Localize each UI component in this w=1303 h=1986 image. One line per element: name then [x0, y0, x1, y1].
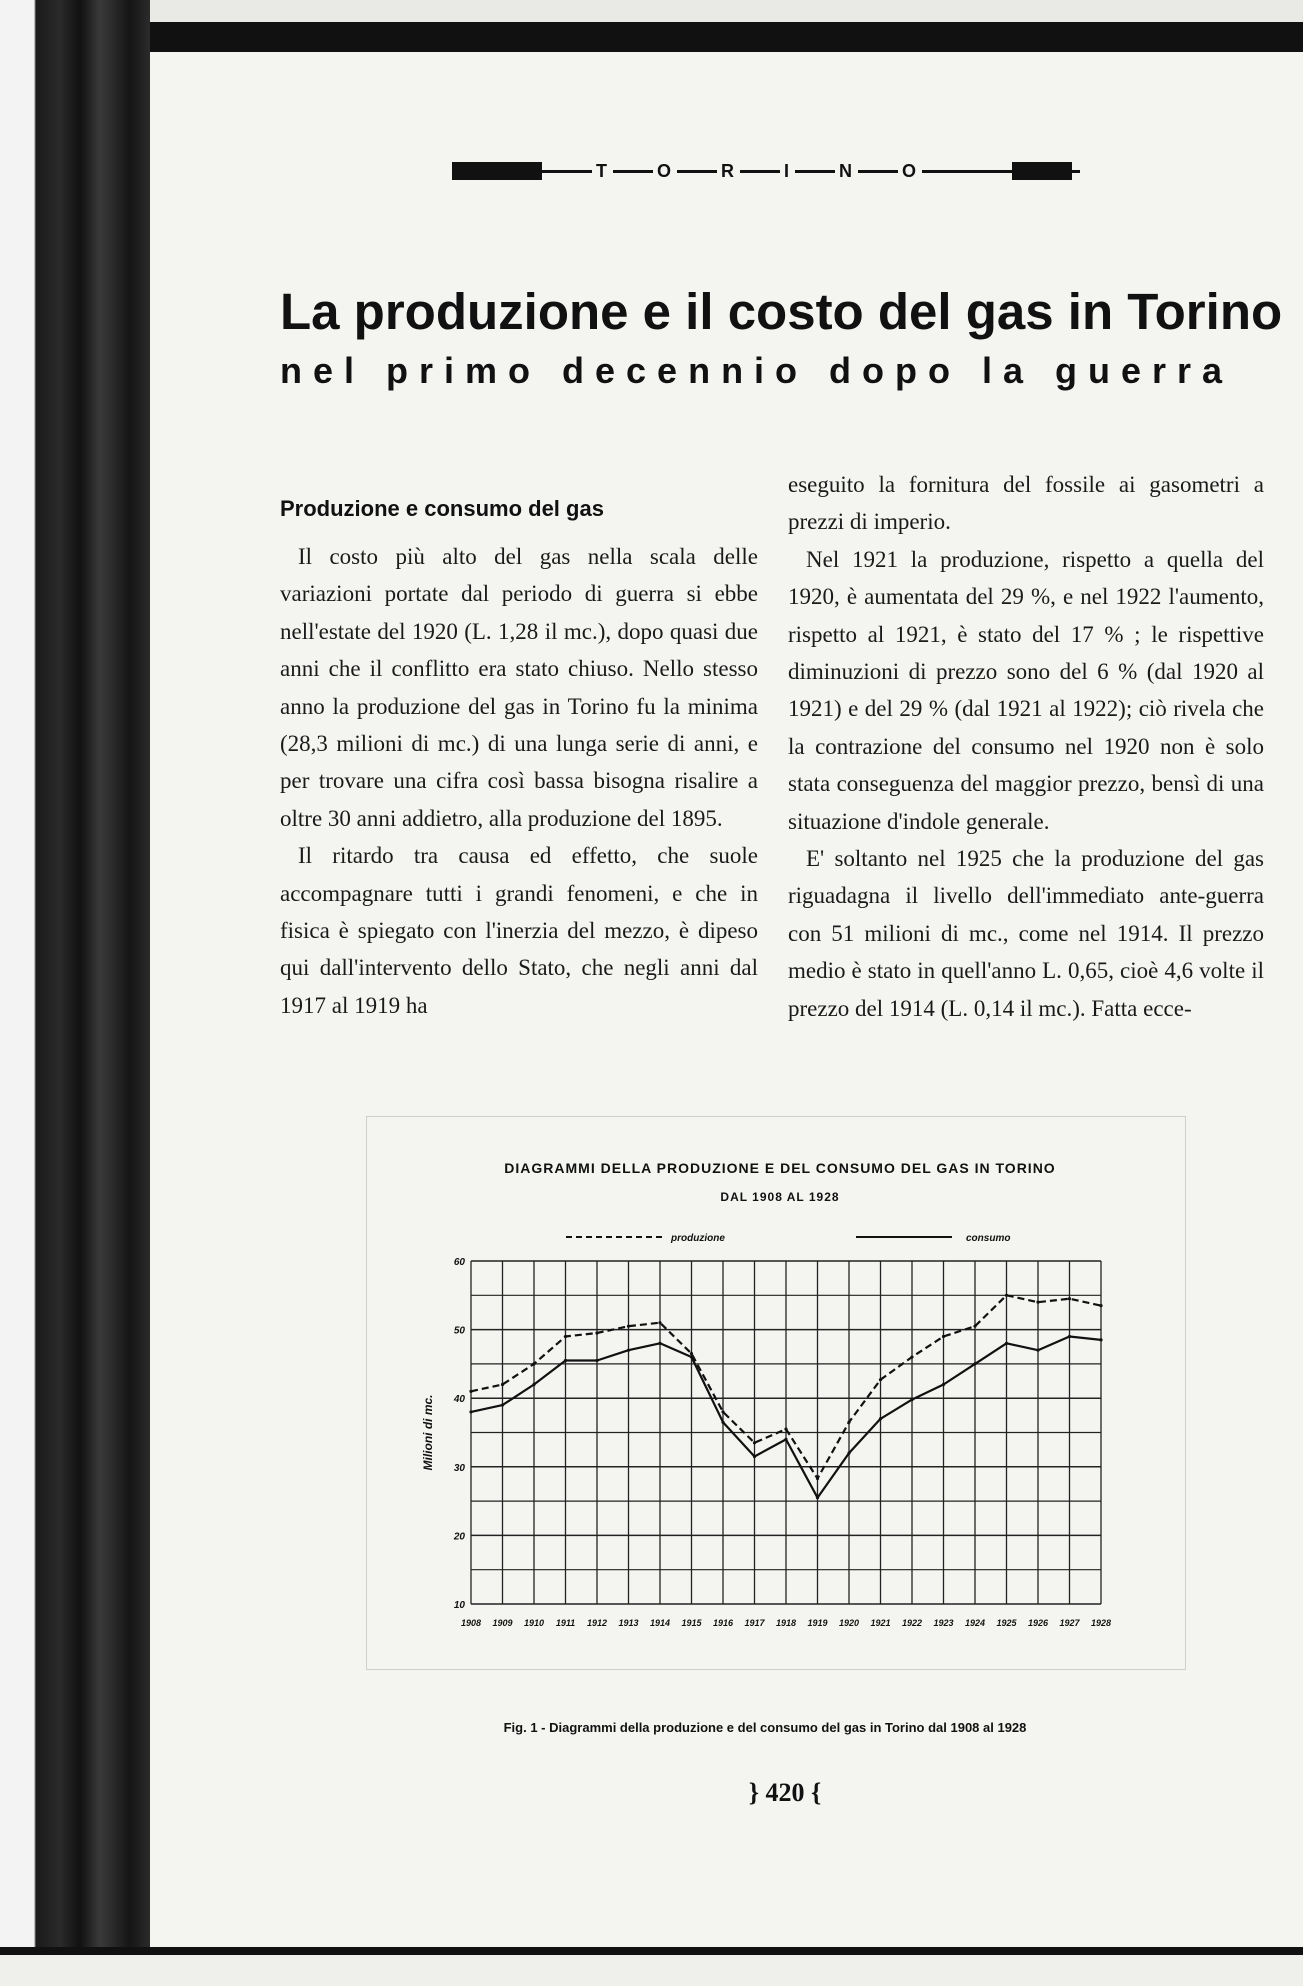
scan-left-edge: [0, 0, 150, 1986]
data-point-produzione: [595, 1331, 598, 1334]
data-point-produzione: [658, 1321, 661, 1324]
paragraph: Il costo più alto del gas nella scala delle variazioni portate dal periodo di guerra si ebbe nell'estate del 1920 (L. 1,28 il mc.), dopo quasi due anni che il conflitto era stato chiuso. Nello stesso anno la produzione del gas in Torino fu la minima (28,3 milioni di mc.) di una lunga serie di anni, e per trovare una cifra così bassa bisogna risalire a oltre 30 anni addietro, alla produzione del 1895.: [280, 544, 758, 831]
y-tick-label: 60: [453, 1257, 465, 1268]
scan-top-edge: [0, 0, 1303, 52]
x-tick-label: 1921: [870, 1618, 891, 1628]
text-column-left: [280, 538, 758, 1024]
paragraph: Il ritardo tra causa ed effetto, che suole accompagnare tutti i grandi fenomeni, e che in fisica è spiegato con l'inerzia del mezzo, è dipeso qui dall'intervento dello Stato, che negli anni dal 1917 al 1919 ha: [280, 843, 758, 1018]
masthead-letter: T: [592, 160, 613, 182]
data-point-produzione: [532, 1362, 535, 1365]
data-point-consumo: [564, 1359, 567, 1362]
data-point-produzione: [1099, 1304, 1102, 1307]
figure-caption: Fig. 1 - Diagrammi della produzione e del consumo del gas in Torino dal 1908 al 1928: [503, 1720, 1027, 1735]
x-tick-label: 1926: [1027, 1618, 1049, 1628]
x-tick-label: 1924: [964, 1618, 986, 1628]
data-point-produzione: [816, 1477, 819, 1480]
x-tick-label: 1922: [901, 1618, 923, 1628]
masthead-letters: [592, 160, 922, 182]
data-point-consumo: [532, 1383, 535, 1386]
data-point-consumo: [816, 1496, 819, 1499]
data-point-produzione: [753, 1441, 756, 1444]
data-point-produzione: [564, 1335, 567, 1338]
data-point-consumo: [658, 1342, 661, 1345]
ornament-right-icon: {: [804, 1778, 822, 1807]
x-tick-label: 1928: [1090, 1618, 1112, 1628]
chart-title: DIAGRAMMI DELLA PRODUZIONE E DEL CONSUMO DEL GAS IN TORINO: [504, 1160, 1056, 1176]
x-tick-label: 1920: [838, 1618, 860, 1628]
data-point-produzione: [721, 1410, 724, 1413]
text-column-right: [788, 466, 1264, 1027]
data-point-consumo: [973, 1362, 976, 1365]
x-tick-label: 1925: [996, 1618, 1017, 1628]
x-tick-label: 1909: [492, 1618, 513, 1628]
data-point-produzione: [1068, 1297, 1071, 1300]
paragraph: eseguito la fornitura del fossile ai gasometri a prezzi di imperio.: [788, 472, 1264, 535]
page-number: [700, 1778, 870, 1808]
x-tick-label: 1912: [586, 1618, 608, 1628]
scan-bottom-edge: [0, 1947, 1303, 1986]
data-point-consumo: [690, 1355, 693, 1358]
data-point-produzione: [690, 1352, 693, 1355]
data-point-consumo: [784, 1438, 787, 1441]
y-axis-label: Milioni di mc.: [421, 1394, 435, 1471]
article-title: La produzione e il costo del gas in Torino: [280, 283, 1283, 340]
data-point-produzione: [784, 1427, 787, 1430]
x-tick-label: 1927: [1059, 1618, 1080, 1628]
masthead-ornament-right: [1012, 162, 1072, 180]
data-point-consumo: [942, 1383, 945, 1386]
x-tick-label: 1914: [649, 1618, 671, 1628]
data-point-produzione: [501, 1383, 504, 1386]
data-point-consumo: [1099, 1338, 1102, 1341]
legend-label-produzione: produzione: [671, 1233, 725, 1244]
data-point-consumo: [501, 1403, 504, 1406]
data-point-consumo: [910, 1398, 913, 1401]
masthead-ornament-left: [452, 162, 542, 180]
masthead-letter: R: [717, 160, 740, 182]
x-tick-label: 1918: [775, 1618, 797, 1628]
gas-production-chart: [366, 1116, 1184, 1668]
page-number-value: 420: [765, 1778, 805, 1807]
article-subtitle: nel primo decennio dopo la guerra: [280, 350, 1234, 391]
data-point-produzione: [847, 1421, 850, 1424]
x-tick-label: 1911: [555, 1618, 576, 1628]
data-point-consumo: [595, 1359, 598, 1362]
x-tick-label: 1908: [460, 1618, 482, 1628]
paragraph: Nel 1921 la produzione, rispetto a quella del 1920, è aumentata del 29 %, e nel 1922 l'aumento, rispetto al 1921, è stato del 17 % ; le rispettive diminuzioni di prezzo sono del 6 % (dal 1920 al 1921) e del 29 % (dal 1921 al 1922); ciò rivela che la contrazione del consumo nel 1920 non è solo stata conseguenza del maggior prezzo, bensì di una situazione d'indole generale.: [788, 546, 1264, 834]
data-point-consumo: [721, 1421, 724, 1424]
x-tick-label: 1919: [807, 1618, 828, 1628]
ornament-left-icon: }: [748, 1778, 766, 1807]
x-tick-label: 1915: [681, 1618, 702, 1628]
data-point-consumo: [469, 1410, 472, 1413]
data-point-consumo: [627, 1349, 630, 1352]
data-point-produzione: [879, 1378, 882, 1381]
scan-top-shadow: [40, 22, 1303, 52]
y-tick-label: 40: [453, 1394, 465, 1406]
masthead-letter: O: [653, 160, 677, 182]
data-point-consumo: [847, 1451, 850, 1454]
scan-bottom-line: [0, 1947, 1303, 1955]
y-tick-label: 10: [453, 1600, 465, 1611]
section-heading: Produzione e consumo del gas: [280, 496, 604, 521]
data-point-consumo: [879, 1417, 882, 1420]
y-tick-label: 20: [453, 1531, 465, 1543]
data-point-consumo: [1036, 1349, 1039, 1352]
journal-masthead: [452, 160, 1080, 182]
y-tick-label: 30: [453, 1462, 465, 1474]
data-point-produzione: [469, 1390, 472, 1393]
x-tick-label: 1913: [618, 1618, 639, 1628]
data-point-produzione: [1005, 1294, 1008, 1297]
x-tick-label: 1917: [744, 1618, 765, 1628]
data-point-produzione: [910, 1355, 913, 1358]
y-tick-label: 50: [453, 1325, 465, 1337]
data-point-produzione: [942, 1335, 945, 1338]
data-point-produzione: [1036, 1301, 1039, 1304]
x-tick-label: 1916: [712, 1618, 734, 1628]
data-point-produzione: [973, 1325, 976, 1328]
masthead-letter: N: [835, 160, 858, 182]
paragraph: E' soltanto nel 1925 che la produzione del gas riguadagna il livello dell'immediato ante-guerra con 51 milioni di mc., come nel 1914. Il prezzo medio è stato in quell'anno L. 0,65, cioè 4,6 volte il prezzo del 1914 (L. 0,14 il mc.). Fatta ecce-: [788, 846, 1264, 1021]
x-tick-label: 1910: [523, 1618, 545, 1628]
masthead-letter: I: [780, 160, 795, 182]
masthead-letter: O: [898, 160, 922, 182]
data-point-consumo: [1005, 1342, 1008, 1345]
data-point-consumo: [1068, 1335, 1071, 1338]
data-point-consumo: [753, 1455, 756, 1458]
x-tick-label: 1923: [933, 1618, 954, 1628]
legend-label-consumo: consumo: [966, 1233, 1011, 1244]
chart-subtitle: DAL 1908 AL 1928: [720, 1190, 840, 1204]
data-point-produzione: [627, 1325, 630, 1328]
